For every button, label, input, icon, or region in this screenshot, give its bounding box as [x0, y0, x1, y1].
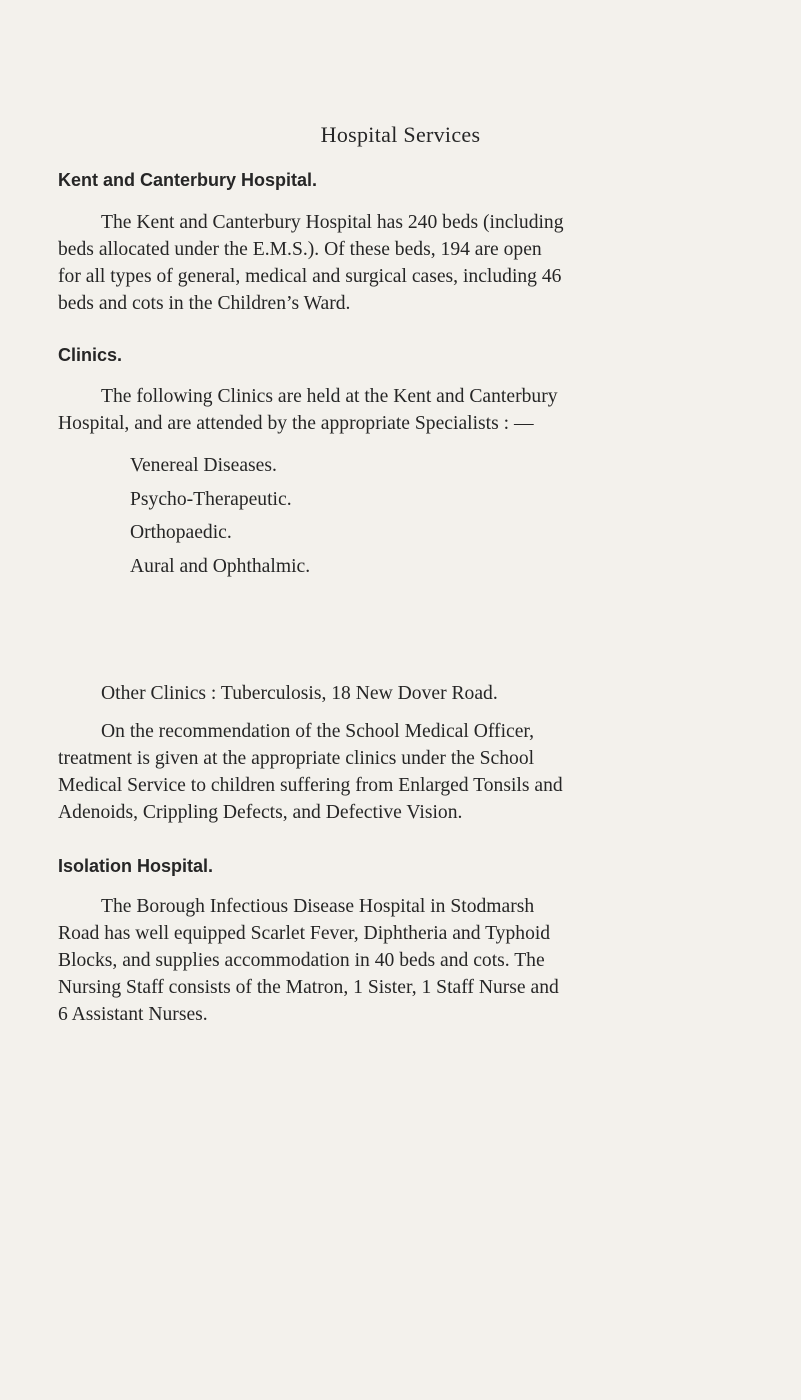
isolation-hospital-heading: Isolation Hospital. — [58, 856, 214, 876]
other-clinics-line: Other Clinics : Tuberculosis, 18 New Dover Road. — [101, 683, 498, 704]
text-line: On the recommendation of the School Medical Officer, — [101, 721, 535, 742]
text-line: treatment is given at the appropriate clinics under the School — [58, 748, 535, 769]
text-line: The Borough Infectious Disease Hospital in Stodmarsh — [101, 896, 535, 917]
clinic-list-item: Aural and Ophthalmic. — [130, 555, 311, 577]
text-line: Medical Service to children suffering from Enlarged Tonsils and — [58, 775, 563, 796]
text-line: 6 Assistant Nurses. — [58, 1004, 208, 1025]
page-title: Hospital Services — [320, 122, 481, 147]
text-line: Hospital, and are attended by the appropriate Specialists : — — [58, 413, 534, 434]
text-line: Adenoids, Crippling Defects, and Defective Vision. — [58, 802, 463, 823]
clinic-list-item: Psycho-Therapeutic. — [130, 488, 292, 510]
clinic-list — [130, 449, 310, 583]
text-line: beds allocated under the E.M.S.). Of these beds, 194 are open — [58, 239, 542, 260]
kent-hospital-heading: Kent and Canterbury Hospital. — [58, 170, 318, 190]
clinic-list-item: Venereal Diseases. — [130, 455, 277, 476]
text-line: The Kent and Canterbury Hospital has 240 beds (including — [101, 212, 564, 233]
text-line: The following Clinics are held at the Kent and Canterbury — [101, 386, 558, 407]
kent-hospital-paragraph — [58, 209, 748, 317]
text-line: Blocks, and supplies accommodation in 40 beds and cots. The — [58, 950, 545, 971]
text-line: for all types of general, medical and surgical cases, including 46 — [58, 266, 562, 287]
text-line: Road has well equipped Scarlet Fever, Diphtheria and Typhoid — [58, 923, 551, 944]
clinics-intro-paragraph — [58, 383, 748, 437]
text-line: beds and cots in the Children’s Ward. — [58, 293, 351, 314]
clinics-heading: Clinics. — [58, 345, 123, 365]
text-line: Nursing Staff consists of the Matron, 1 Sister, 1 Staff Nurse and — [58, 977, 559, 998]
school-medical-paragraph — [58, 718, 748, 826]
clinic-list-item: Orthopaedic. — [130, 522, 232, 543]
isolation-hospital-paragraph — [58, 893, 748, 1028]
